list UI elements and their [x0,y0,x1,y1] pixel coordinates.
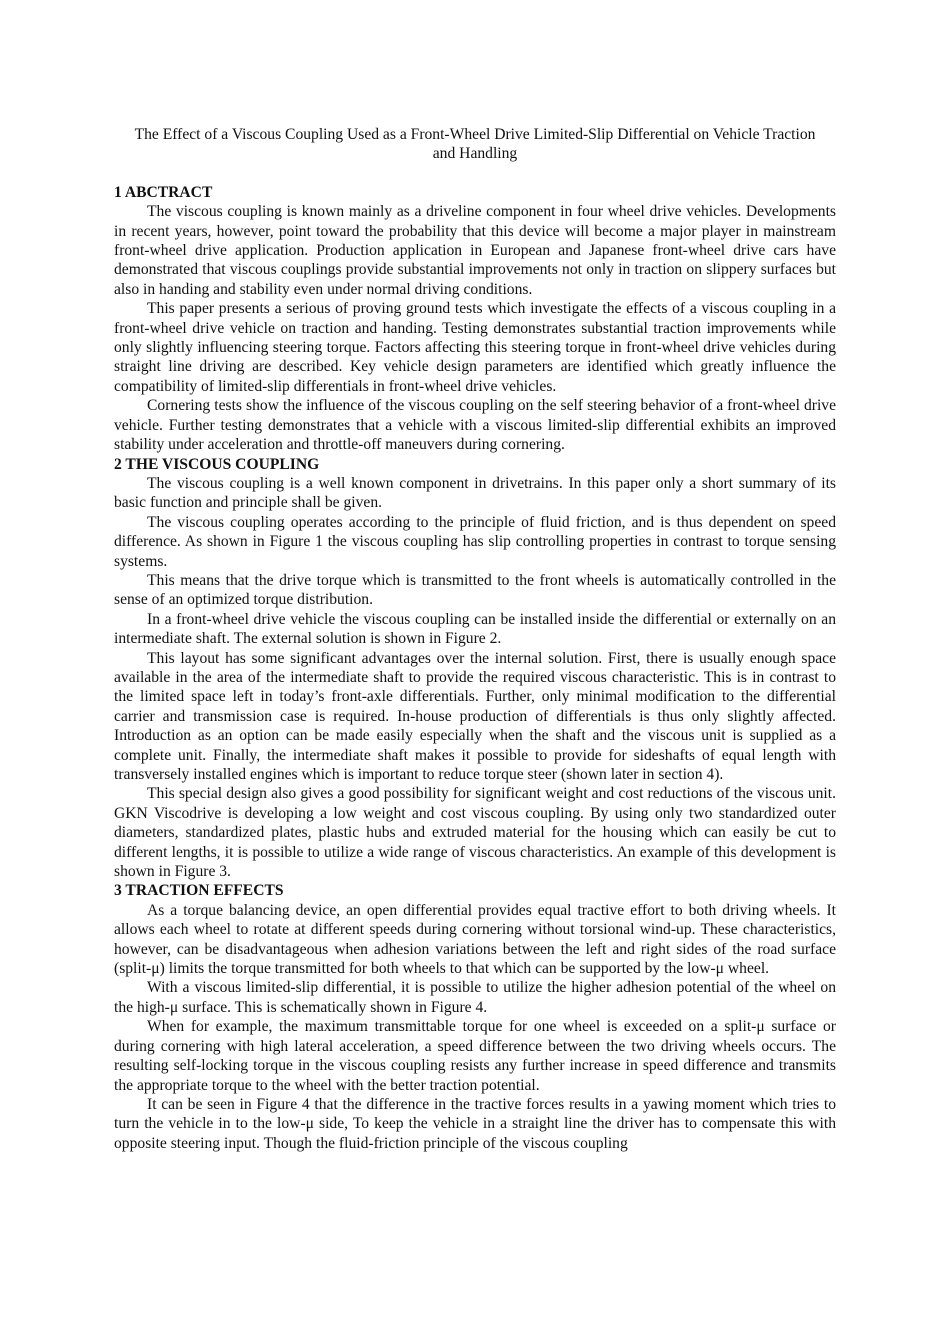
paragraph: This means that the drive torque which is transmitted to the front wheels is automatically controlled in the sense of an optimized torque distribution. [114,571,836,609]
paragraph: As a torque balancing device, an open differential provides equal tractive effort to both driving wheels. It allows each wheel to rotate at different speeds during cornering without torsional wind-up. These characteristics, however, can be disadvantageous when adhesion variations between the left and right sides of the road surface (split-μ) limits the torque transmitted for both wheels to that which can be supported by the low-μ wheel. [114,901,836,978]
section-heading: 3 TRACTION EFFECTS [114,882,284,900]
paragraph: With a viscous limited-slip differential, it is possible to utilize the higher adhesion potential of the wheel on the high-μ surface. This is schematically shown in Figure 4. [114,979,836,1016]
paragraph: This special design also gives a good possibility for significant weight and cost reductions of the viscous unit. GKN Viscodrive is developing a low weight and cost viscous coupling. By using only two standardized outer diameters, standardized plates, plastic hubs and extruded material for the housing which can easily be cut to different lengths, it is possible to utilize a wide range of viscous characteristics. An example of this development is shown in Figure 3. [114,785,836,881]
section-heading: 2 THE VISCOUS COUPLING [114,455,320,473]
paragraph: The viscous coupling operates according to the principle of fluid friction, and is thus dependent on speed difference. As shown in Figure 1 the viscous coupling has slip controlling properties in contrast to torque sensing systems. [114,513,836,570]
paragraph: In a front-wheel drive vehicle the viscous coupling can be installed inside the differential or externally on an intermediate shaft. The external solution is shown in Figure 2. [114,610,836,648]
section-heading: 1 ABCTRACT [114,183,213,201]
section-viscous-coupling [114,455,836,882]
section-traction-effects [114,881,836,1153]
paragraph: Cornering tests show the influence of the viscous coupling on the self steering behavior of a front-wheel drive vehicle. Further testing demonstrates that a vehicle with a viscous limited-slip differential exhibits an improved stability under acceleration and throttle-off maneuvers during cornering. [114,397,836,454]
paragraph: This layout has some significant advantages over the internal solution. First, there is usually enough space available in the area of the intermediate shaft to provide the required viscous characteristic. This is in contrast to the limited space left in today’s front-axle differentials. Further, only minimal modification to the differential carrier and transmission case is required. In-house production of differentials is thus only slightly affected. Introduction as an option can be made easily especially when the shaft and the viscous unit is supplied as a complete unit. Finally, the intermediate shaft makes it possible to provide for sideshafts of equal length with transversely installed engines which is important to reduce torque steer (shown later in section 4). [114,649,836,783]
paper-title: The Effect of a Viscous Coupling Used as a Front-Wheel Drive Limited-Slip Differential on Vehicle Traction and Handling [134,126,816,163]
paragraph: This paper presents a serious of proving ground tests which investigate the effects of a viscous coupling in a front-wheel drive vehicle on traction and handing. Testing demonstrates substantial traction improvements while only slightly influencing steering torque. Factors affecting this steering torque in front-wheel drive vehicles during straight line driving are described. Key vehicle design parameters are identified which greatly influence the compatibility of limited-slip differentials in front-wheel drive vehicles. [114,300,836,395]
paragraph: The viscous coupling is a well known component in drivetrains. In this paper only a short summary of its basic function and principle shall be given. [114,474,836,512]
paragraph: When for example, the maximum transmittable torque for one wheel is exceeded on a split-μ surface or during cornering with high lateral acceleration, a speed difference between the two driving wheels occurs. The resulting self-locking torque in the viscous coupling resists any further increase in speed difference and transmits the appropriate torque to the wheel with the better traction potential. [114,1018,836,1094]
document-page [114,125,836,1153]
paragraph: It can be seen in Figure 4 that the difference in the tractive forces results in a yawing moment which tries to turn the vehicle in to the low-μ side, To keep the vehicle in a straight line the driver has to compensate this with opposite steering input. Though the fluid-friction principle of the viscous coupling [114,1095,836,1152]
paragraph: The viscous coupling is known mainly as a driveline component in four wheel drive vehicles. Developments in recent years, however, point toward the probability that this device will become a major player in mainstream front-wheel drive application. Production application in European and Japanese front-wheel drive cars have demonstrated that viscous couplings provide substantial improvements not only in traction on slippery surfaces but also in handing and stability even under normal driving conditions. [114,203,836,298]
section-abstract [114,183,836,455]
